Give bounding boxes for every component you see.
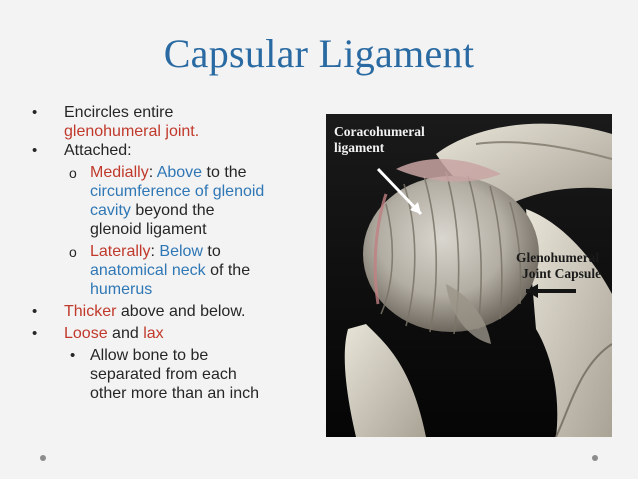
bullet-text-continued bbox=[64, 122, 354, 141]
text: of the bbox=[205, 262, 251, 279]
bullet-item bbox=[32, 141, 326, 160]
highlight-blue: Below bbox=[159, 243, 203, 260]
highlight-red: lax bbox=[143, 325, 164, 342]
label-line: Glenohumeral bbox=[516, 250, 600, 265]
highlight-blue: Above bbox=[156, 164, 203, 181]
text: : bbox=[148, 164, 154, 181]
highlight-red: glenohumeral joint. bbox=[64, 123, 200, 140]
highlight-red: Loose bbox=[64, 325, 108, 342]
label-line: Joint Capsule bbox=[522, 266, 602, 281]
bullet-marker: • bbox=[32, 303, 38, 320]
bullet-list bbox=[32, 103, 326, 402]
text: above and below. bbox=[116, 303, 246, 320]
highlight-red: Medially bbox=[90, 164, 149, 181]
bullet-text: Allow bone to be bbox=[90, 347, 209, 364]
text: to the bbox=[202, 164, 247, 181]
text: glenoid ligament bbox=[90, 221, 207, 238]
text: separated from each bbox=[90, 366, 237, 383]
bullet-item bbox=[32, 103, 326, 122]
slide-title: Capsular Ligament bbox=[163, 31, 475, 76]
highlight-red: Laterally bbox=[90, 243, 151, 260]
bullet-marker: • bbox=[32, 142, 38, 159]
label-line: ligament bbox=[334, 140, 385, 155]
text: and bbox=[107, 325, 144, 342]
text: other more than an inch bbox=[90, 385, 259, 402]
bullet-item bbox=[32, 324, 326, 343]
text: beyond the bbox=[130, 202, 215, 219]
label-line: Coracohumeral bbox=[334, 124, 425, 139]
sub-bullet-item bbox=[36, 163, 326, 182]
highlight-red: Thicker bbox=[64, 303, 117, 320]
corner-dot bbox=[40, 455, 46, 461]
sub-bullet-marker: o bbox=[69, 244, 77, 260]
text: : bbox=[150, 243, 155, 260]
text: to bbox=[202, 243, 221, 260]
joint-capsule-label bbox=[516, 250, 601, 282]
highlight-blue: humerus bbox=[90, 281, 153, 298]
nested-bullet-item bbox=[36, 346, 326, 365]
shoulder-joint-image bbox=[326, 114, 612, 437]
highlight-blue: cavity bbox=[90, 202, 131, 219]
sub-bullet-marker: o bbox=[69, 165, 77, 181]
corner-dot bbox=[592, 455, 598, 461]
coracohumeral-label bbox=[334, 124, 425, 156]
bullet-text: Attached: bbox=[64, 142, 132, 159]
bullet-item bbox=[32, 302, 326, 321]
bullet-text: Encircles entire bbox=[64, 104, 174, 121]
bullet-marker: • bbox=[32, 104, 38, 121]
highlight-blue: anatomical neck bbox=[90, 262, 206, 279]
highlight-blue: circumference of glenoid bbox=[90, 183, 265, 200]
sub-bullet-item bbox=[36, 242, 326, 261]
bullet-marker: • bbox=[32, 325, 38, 342]
bullet-marker: • bbox=[70, 347, 76, 364]
